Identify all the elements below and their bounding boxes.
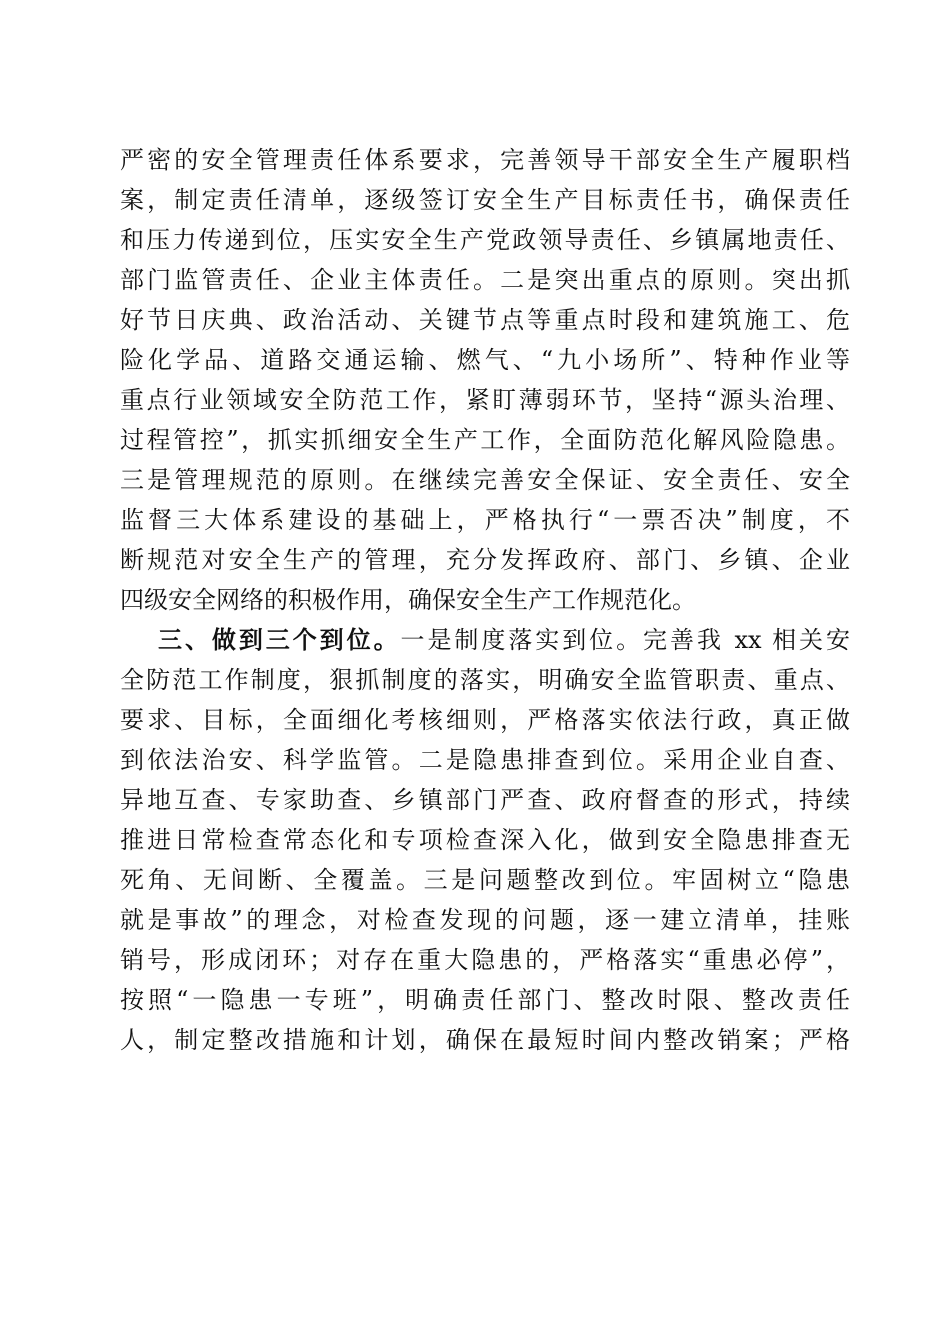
paragraph-2 — [120, 620, 850, 1060]
text-line: 三是管理规范的原则。在继续完善安全保证、安全责任、安全 — [120, 466, 850, 494]
text-line: 重点行业领域安全防范工作，紧盯薄弱环节，坚持“源头治理、 — [120, 386, 850, 414]
text-line: 险化学品、道路交通运输、燃气、“九小场所”、特种作业等 — [120, 346, 850, 374]
paragraph-1 — [120, 140, 850, 620]
text-line: 四级安全网络的积极作用，确保安全生产工作规范化。 — [120, 586, 696, 614]
text-line: 销号，形成闭环；对存在重大隐患的，严格落实“重患必停”， — [120, 946, 850, 974]
text-line: 监督三大体系建设的基础上，严格执行“一票否决”制度，不 — [120, 506, 850, 534]
text-line: 严密的安全管理责任体系要求，完善领导干部安全生产履职档 — [120, 146, 850, 174]
text-line: 到依法治安、科学监管。二是隐患排查到位。采用企业自查、 — [120, 746, 850, 774]
text-line: 按照“一隐患一专班”，明确责任部门、整改时限、整改责任 — [120, 986, 850, 1014]
text-line: 和压力传递到位，压实安全生产党政领导责任、乡镇属地责任、 — [120, 226, 850, 254]
text-line: 全防范工作制度，狠抓制度的落实，明确安全监管职责、重点、 — [120, 666, 850, 694]
text-line: 死角、无间断、全覆盖。三是问题整改到位。牢固树立“隐患 — [120, 866, 850, 894]
text-line: 就是事故”的理念，对检查发现的问题，逐一建立清单，挂账 — [120, 906, 850, 934]
text-line: 案，制定责任清单，逐级签订安全生产目标责任书，确保责任 — [120, 186, 850, 214]
text-line: 异地互查、专家助查、乡镇部门严查、政府督查的形式，持续 — [120, 786, 850, 814]
text-line: 断规范对安全生产的管理，充分发挥政府、部门、乡镇、企业 — [120, 546, 850, 574]
text-line: 推进日常检查常态化和专项检查深入化，做到安全隐患排查无 — [120, 826, 850, 854]
text-line: 好节日庆典、政治活动、关键节点等重点时段和建筑施工、危 — [120, 306, 850, 334]
text-run: 一是制度落实到位。完善我 xx 相关安 — [400, 626, 851, 654]
text-line: 要求、目标，全面细化考核细则，严格落实依法行政，真正做 — [120, 706, 850, 734]
text-line: 过程管控”，抓实抓细安全生产工作，全面防范化解风险隐患。 — [120, 426, 850, 454]
body-text — [120, 140, 850, 1060]
text-line — [120, 620, 850, 660]
text-line: 人，制定整改措施和计划，确保在最短时间内整改销案；严格 — [120, 1026, 850, 1054]
section-heading: 三、做到三个到位。 — [158, 625, 401, 654]
text-line: 部门监管责任、企业主体责任。二是突出重点的原则。突出抓 — [120, 266, 850, 294]
